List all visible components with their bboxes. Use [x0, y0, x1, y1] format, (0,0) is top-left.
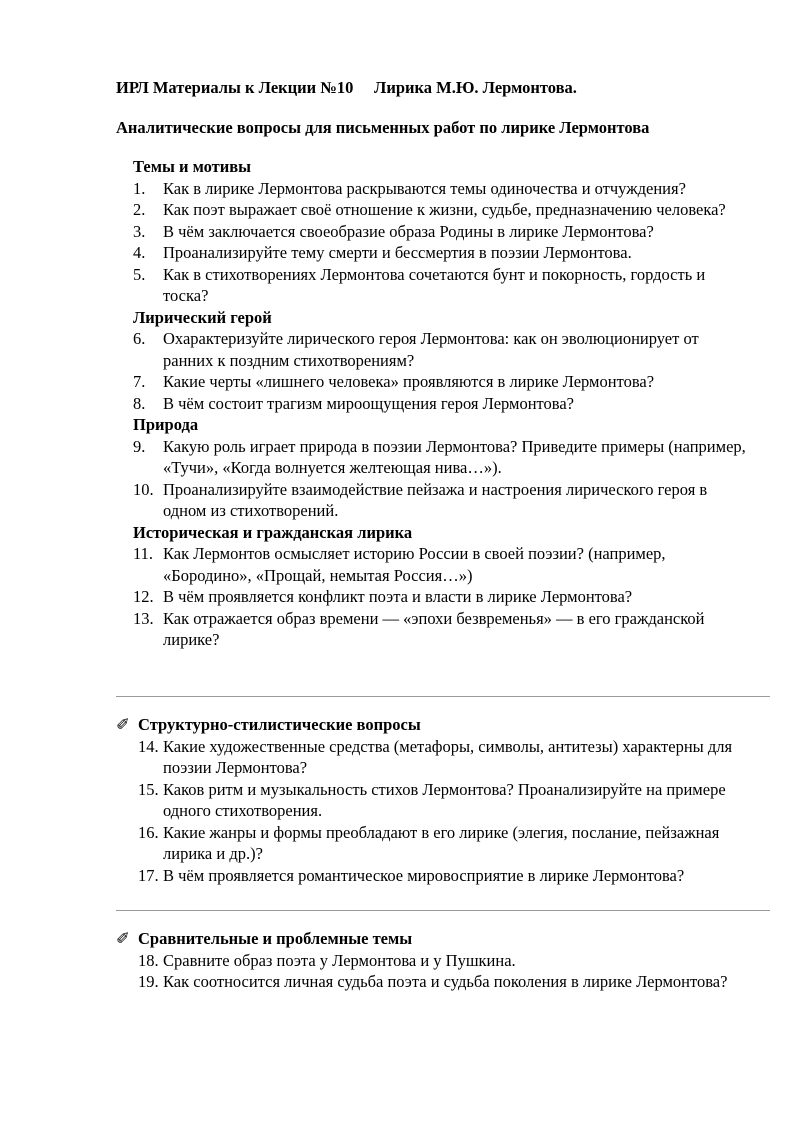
list-item: 3. В чём заключается своеобразие образа Родины в лирике Лермонтова?	[133, 221, 654, 241]
list-item: 17. В чём проявляется романтическое мировосприятие в лирике Лермонтова?	[138, 865, 685, 885]
section-comparative	[116, 928, 736, 993]
page-title: ИРЛ Материалы к Лекции №10 Лирика М.Ю. Лермонтова.	[116, 78, 577, 97]
list-item: 5. Как в стихотворениях Лермонтова сочетаются бунт и покорность, гордость и тоска?	[133, 264, 706, 305]
list-item: 1. Как в лирике Лермонтова раскрываются темы одиночества и отчуждения?	[133, 178, 686, 198]
pencil-icon: ✐	[116, 715, 130, 734]
section-heading: Природа	[133, 415, 199, 434]
list-item: 7. Какие черты «лишнего человека» проявляются в лирике Лермонтова?	[133, 372, 655, 391]
list-item: 12. В чём проявляется конфликт поэта и власти в лирике Лермонтова?	[133, 587, 633, 606]
list-item: 6. Охарактеризуйте лирического героя Лермонтова: как он эволюционирует от ранних к поздним стихотворениям?	[133, 329, 699, 370]
section-stylistic	[116, 714, 736, 886]
section-heading: ✐ Сравнительные и проблемные темы	[116, 929, 413, 948]
section-heading: Лирический герой	[133, 307, 272, 327]
divider	[116, 910, 770, 911]
list-item: 2. Как поэт выражает своё отношение к жизни, судьбе, предназначению человека?	[133, 200, 726, 219]
list-item: 13. Как отражается образ времени — «эпохи безвременья» — в его гражданской лирике?	[133, 608, 705, 649]
list-item: 14. Какие художественные средства (метафоры, символы, антитезы) характерны для поэзии Лермонтова?	[138, 736, 733, 777]
section-themes	[133, 156, 753, 651]
divider	[116, 696, 770, 697]
list-item: 19. Как соотносится личная судьба поэта и судьба поколения в лирике Лермонтова?	[138, 972, 728, 991]
list-item: 8. В чём состоит трагизм мироощущения героя Лермонтова?	[133, 393, 575, 413]
section-heading: Темы и мотивы	[133, 157, 252, 176]
list-item: 4. Проанализируйте тему смерти и бессмертия в поэзии Лермонтова.	[133, 243, 632, 262]
list-item: 15. Каков ритм и музыкальность стихов Лермонтова? Проанализируйте на примере одного стихотворения.	[138, 779, 726, 820]
list-item: 18. Сравните образ поэта у Лермонтова и у Пушкина.	[138, 950, 516, 970]
list-item: 11. Как Лермонтов осмысляет историю России в своей поэзии? (например, «Бородино», «Прощай, немытая Россия…»)	[133, 544, 666, 585]
page-subtitle: Аналитические вопросы для письменных работ по лирике Лермонтова	[116, 118, 650, 137]
section-heading: ✐ Структурно-стилистические вопросы	[116, 715, 421, 734]
list-item: 10. Проанализируйте взаимодействие пейзажа и настроения лирического героя в одном из стихотворений.	[133, 479, 708, 520]
pencil-icon: ✐	[116, 929, 130, 948]
list-item: 16. Какие жанры и формы преобладают в его лирике (элегия, послание, пейзажная лирика и др.)?	[138, 822, 720, 863]
list-item: 9. Какую роль играет природа в поэзии Лермонтова? Приведите примеры (например, «Тучи», «Когда волнуется желтеющая нива…»).	[133, 436, 746, 477]
section-heading: Историческая и гражданская лирика	[133, 522, 413, 542]
